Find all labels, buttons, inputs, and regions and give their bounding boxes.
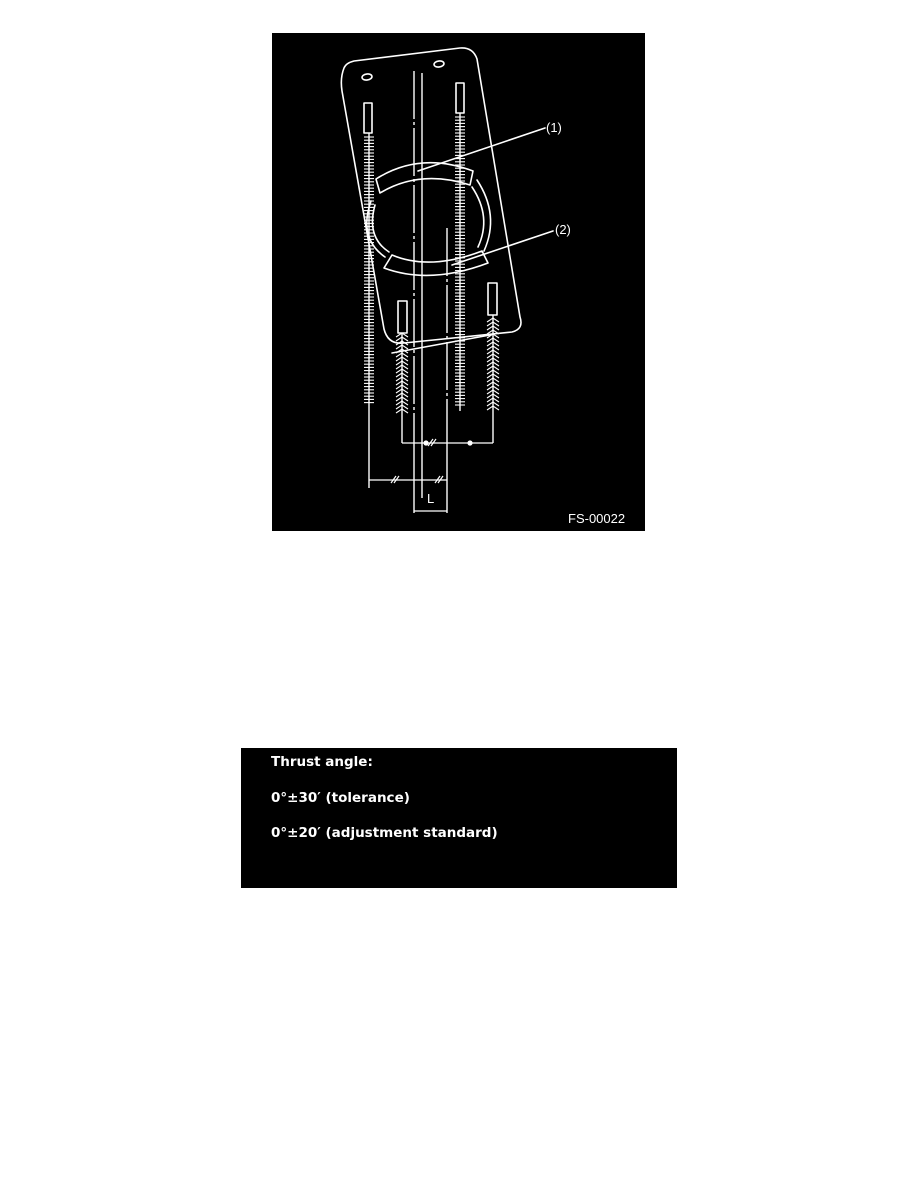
- spec-tolerance: 0°±30′ (tolerance): [271, 790, 410, 806]
- slot-top-left: [364, 103, 372, 133]
- callout-1-label: (1): [546, 120, 562, 135]
- turntable-plate: [341, 48, 521, 343]
- spec-panel: [241, 748, 677, 888]
- thrust-angle-diagram: [272, 33, 645, 531]
- slot-bottom-left: [398, 301, 407, 333]
- slot-bottom-right: [488, 283, 497, 315]
- slot-top-right: [456, 83, 464, 113]
- dimension-l-label: L: [427, 491, 435, 506]
- callout-2-label: (2): [555, 222, 571, 237]
- callout-1-leader: [418, 128, 545, 171]
- figure-code: FS-00022: [568, 511, 626, 526]
- plate-hole-left: [362, 73, 373, 80]
- spec-adjustment-standard: 0°±20′ (adjustment standard): [271, 825, 498, 841]
- callout-2-leader: [452, 231, 553, 265]
- plate-hole-right: [434, 60, 445, 67]
- spec-title: Thrust angle:: [271, 754, 373, 770]
